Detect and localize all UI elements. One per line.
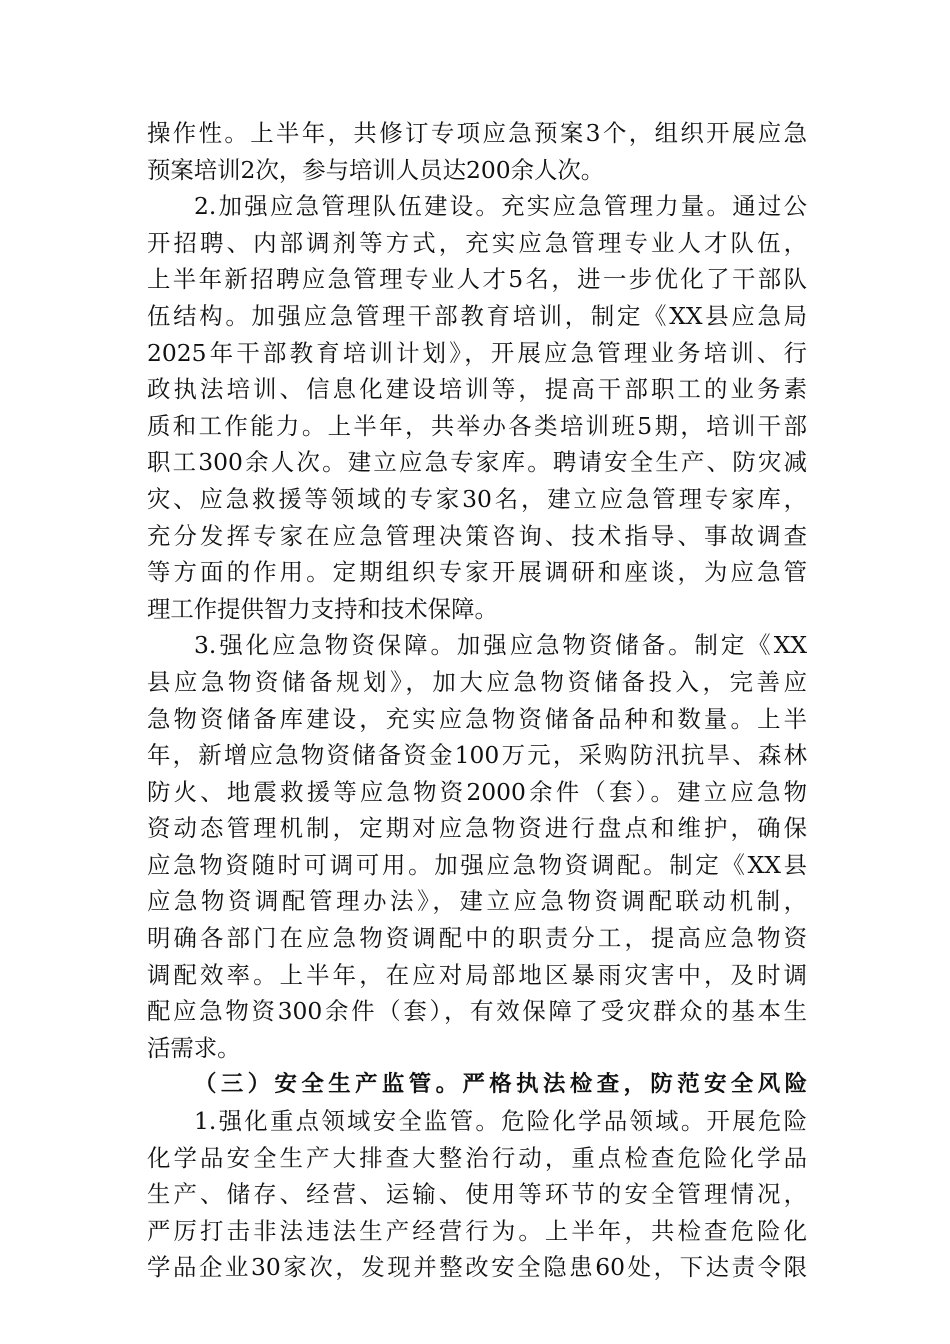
text-line: 3.强化应急物资保障。加强应急物资储备。制定《XX bbox=[194, 631, 807, 660]
text-line: 1.强化重点领域安全监管。危险化学品领域。开展危险 bbox=[194, 1107, 807, 1136]
text-line: 应急物资随时可调可用。加强应急物资调配。制定《XX县 bbox=[147, 850, 807, 879]
text-line: 化学品安全生产大排查大整治行动，重点检查危险化学品 bbox=[147, 1143, 807, 1172]
text-line: 预案培训2次，参与培训人员达200余人次。 bbox=[147, 155, 605, 184]
text-line: 操作性。上半年，共修订专项应急预案3个，组织开展应急 bbox=[147, 119, 807, 147]
text-line: 等方面的作用。定期组织专家开展调研和座谈，为应急管 bbox=[147, 558, 807, 587]
text-line: 2025年干部教育培训计划》，开展应急管理业务培训、行 bbox=[147, 338, 807, 367]
text-line: 职工300余人次。建立应急专家库。聘请安全生产、防灾减 bbox=[147, 448, 807, 477]
text-line: 学品企业30家次，发现并整改安全隐患60处，下达责令限 bbox=[147, 1253, 807, 1282]
body-text bbox=[147, 115, 807, 1286]
text-line: 急物资储备库建设，充实应急物资储备品种和数量。上半 bbox=[147, 704, 807, 733]
text-line: 生产、储存、经营、运输、使用等环节的安全管理情况， bbox=[147, 1180, 807, 1209]
text-line: 县应急物资储备规划》，加大应急物资储备投入，完善应 bbox=[147, 667, 807, 696]
text-line: 配应急物资300余件（套），有效保障了受灾群众的基本生 bbox=[147, 997, 807, 1026]
text-line: 政执法培训、信息化建设培训等，提高干部职工的业务素 bbox=[147, 375, 807, 404]
text-line: 严厉打击非法违法生产经营行为。上半年，共检查危险化 bbox=[147, 1216, 807, 1245]
text-line: 质和工作能力。上半年，共举办各类培训班5期，培训干部 bbox=[147, 411, 807, 440]
text-line: 充分发挥专家在应急管理决策咨询、技术指导、事故调查 bbox=[147, 521, 807, 550]
text-line: 资动态管理机制，定期对应急物资进行盘点和维护，确保 bbox=[147, 814, 807, 843]
text-line: 2.加强应急管理队伍建设。充实应急管理力量。通过公 bbox=[194, 192, 807, 221]
text-line: 灾、应急救援等领域的专家30名，建立应急管理专家库， bbox=[147, 484, 807, 513]
text-line: 伍结构。加强应急管理干部教育培训，制定《XX县应急局 bbox=[147, 301, 807, 330]
text-line: 防火、地震救援等应急物资2000余件（套）。建立应急物 bbox=[147, 777, 807, 806]
text-line: 理工作提供智力支持和技术保障。 bbox=[147, 594, 498, 623]
text-line: 开招聘、内部调剂等方式，充实应急管理专业人才队伍， bbox=[147, 228, 807, 257]
text-line: 上半年新招聘应急管理专业人才5名，进一步优化了干部队 bbox=[147, 265, 807, 294]
text-line: 应急物资调配管理办法》，建立应急物资调配联动机制， bbox=[147, 887, 807, 916]
section-heading: （三）安全生产监管。严格执法检查，防范安全风险 bbox=[194, 1071, 807, 1098]
text-line: 活需求。 bbox=[147, 1033, 241, 1062]
text-line: 调配效率。上半年，在应对局部地区暴雨灾害中，及时调 bbox=[147, 960, 807, 989]
text-line: 明确各部门在应急物资调配中的职责分工，提高应急物资 bbox=[147, 924, 807, 953]
text-line: 年，新增应急物资储备资金100万元，采购防汛抗旱、森林 bbox=[147, 741, 807, 770]
